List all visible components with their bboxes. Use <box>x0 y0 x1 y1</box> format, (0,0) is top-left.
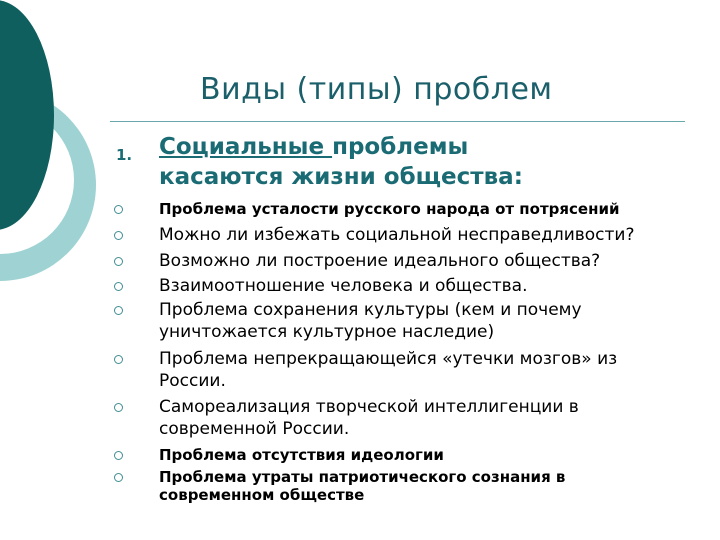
section-heading-text <box>159 132 523 192</box>
bullet-icon <box>114 451 123 460</box>
list-item-text: Проблема сохранения культуры (кем и почему уничтожается культурное наследие) <box>159 300 582 342</box>
heading-underlined-word: Социальные <box>159 134 333 160</box>
list-item-text: Проблема отсутствия идеологии <box>159 446 444 464</box>
list-item-text: Проблема утраты патриотического сознания в современном обществе <box>159 468 566 504</box>
heading-line1-rest: проблемы <box>332 134 469 160</box>
list-item-text: Проблема усталости русского народа от потрясений <box>159 200 620 218</box>
bullet-icon <box>114 473 123 482</box>
title-divider <box>110 121 685 122</box>
bullet-icon <box>114 231 123 240</box>
bullet-icon <box>114 282 123 291</box>
heading-line2: касаются жизни общества: <box>159 164 523 190</box>
slide-title: Виды (типы) проблем <box>200 72 553 107</box>
bullet-icon <box>114 257 123 266</box>
list-item-text: Самореализация творческой интеллигенции в современной России. <box>159 397 579 439</box>
section-heading <box>0 132 720 202</box>
bullet-icon <box>114 306 123 315</box>
bullet-icon <box>114 355 123 364</box>
bullet-icon <box>114 403 123 412</box>
list-item-text: Можно ли избежать социальной несправедливости? <box>159 225 635 245</box>
list-item-text: Взаимоотношение человека и общества. <box>159 276 528 296</box>
list-item-text: Проблема непрекращающейся «утечки мозгов» из России. <box>159 349 618 391</box>
list-item-text: Возможно ли построение идеального общества? <box>159 251 601 271</box>
section-number: 1. <box>116 146 133 164</box>
bullet-icon <box>114 205 123 214</box>
